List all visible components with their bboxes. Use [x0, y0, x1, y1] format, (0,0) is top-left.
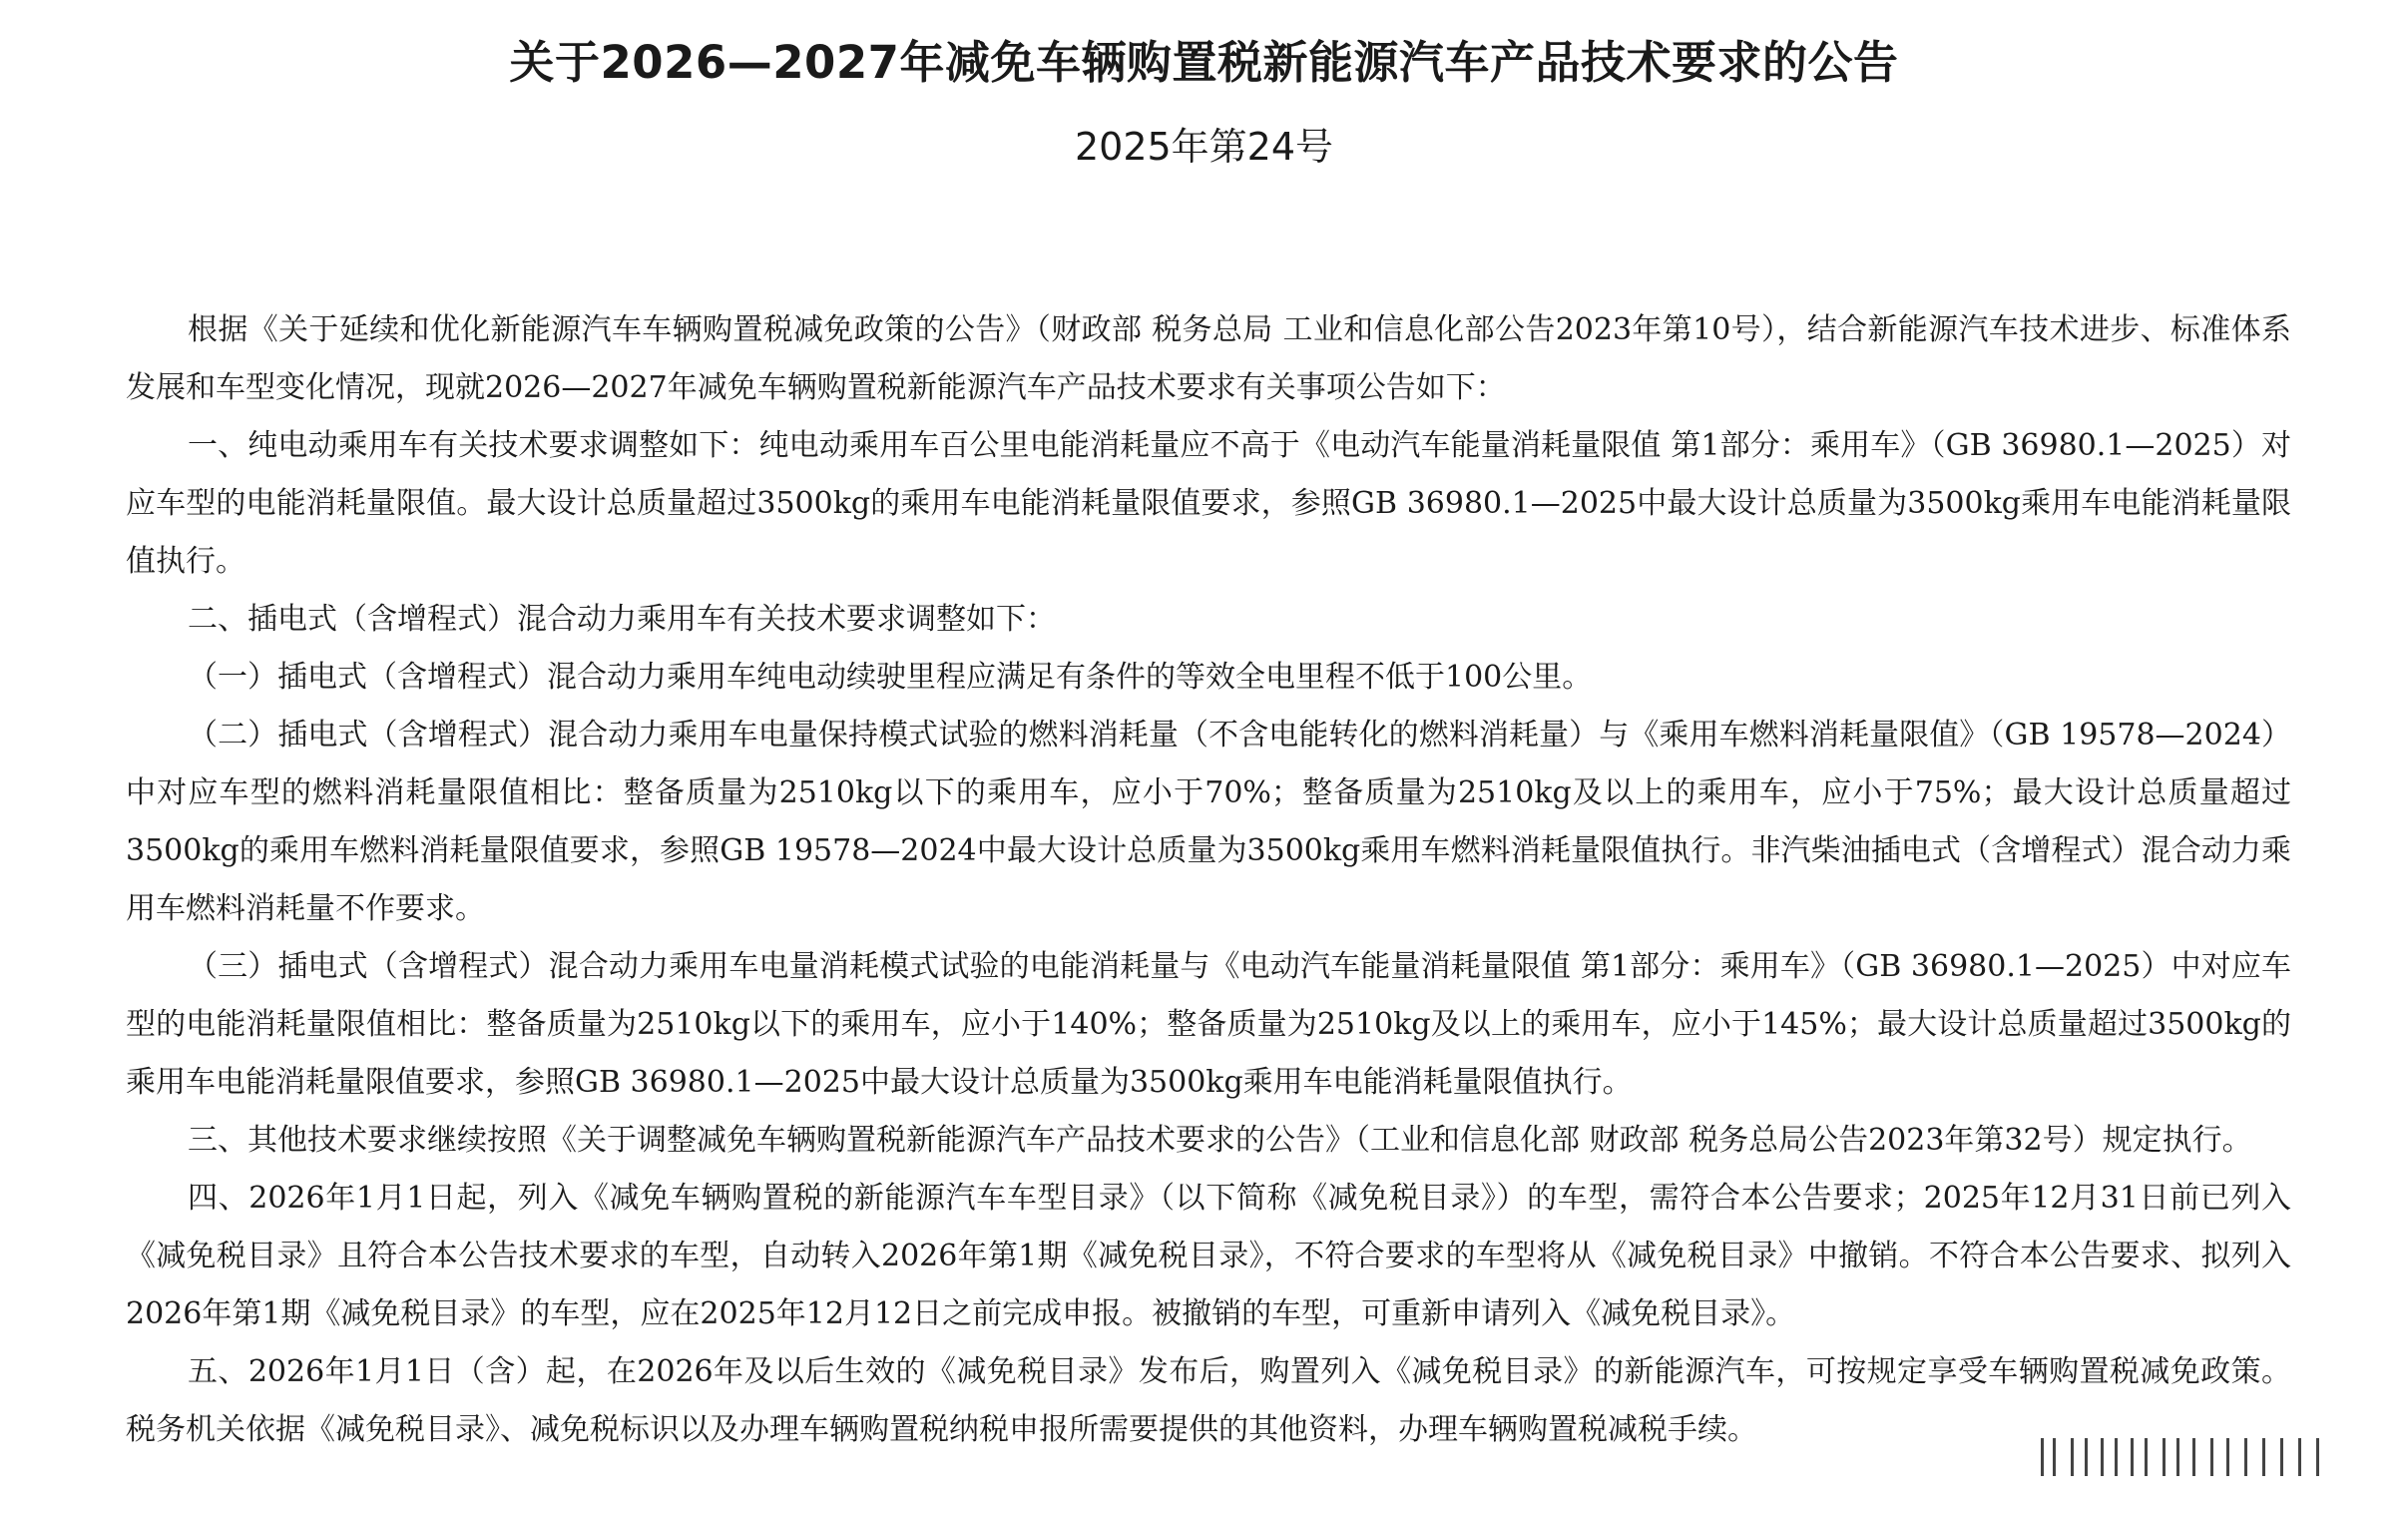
paragraph-4: 四、2026年1月1日起，列入《减免车辆购置税的新能源汽车车型目录》（以下简称《减免税目录》）的车型，需符合本公告要求；2025年12月31日前已列入《减免税目录》且符合本公告技术要求的车型，自动转入2026年第1期《减免税目录》，不符合要求的车型将从《减免税目录》中撤销。不符合本公告要求、拟列入2026年第1期《减免税目录》的车型，应在2025年12月12日之前完成申报。被撤销的车型，可重新申请列入《减免税目录》。: [126, 1181, 2291, 1331]
paragraph-3: 三、其他技术要求继续按照《关于调整减免车辆购置税新能源汽车产品技术要求的公告》（工业和信息化部 财政部 税务总局公告2023年第32号）规定执行。: [188, 1123, 2252, 1158]
paragraph-2: 二、插电式（含增程式）混合动力乘用车有关技术要求调整如下：: [188, 602, 1056, 637]
document-number: 2025年第24号: [1074, 125, 1334, 169]
document-title: 关于2026—2027年减免车辆购置税新能源汽车产品技术要求的公告: [509, 36, 1899, 89]
paragraph-2-3: （三）插电式（含增程式）混合动力乘用车电量消耗模式试验的电能消耗量与《电动汽车能量消耗量限值 第1部分：乘用车》（GB 36980.1—2025）中对应车型的电能消耗量限值相比：整备质量为2510kg以下的乘用车，应小于140%；整备质量为2510kg及以上的乘用车，应小于145%；最大设计总质量超过3500kg的乘用车电能消耗量限值要求，参照GB 36980.1—2025中最大设计总质量为3500kg乘用车电能消耗量限值执行。: [126, 949, 2291, 1100]
barcode-watermark-icon: [2041, 1432, 2340, 1482]
paragraph-1: 一、纯电动乘用车有关技术要求调整如下：纯电动乘用车百公里电能消耗量应不高于《电动汽车能量消耗量限值 第1部分：乘用车》（GB 36980.1—2025）对应车型的电能消耗量限值。最大设计总质量超过3500kg的乘用车电能消耗量限值要求，参照GB 36980.1—2025中最大设计总质量为3500kg乘用车电能消耗量限值执行。: [126, 428, 2291, 579]
paragraph-2-2: （二）插电式（含增程式）混合动力乘用车电量保持模式试验的燃料消耗量（不含电能转化的燃料消耗量）与《乘用车燃料消耗量限值》（GB 19578—2024）中对应车型的燃料消耗量限值相比：整备质量为2510kg以下的乘用车，应小于70%；整备质量为2510kg及以上的乘用车，应小于75%；最大设计总质量超过3500kg的乘用车燃料消耗量限值要求，参照GB 19578—2024中最大设计总质量为3500kg乘用车燃料消耗量限值执行。非汽柴油插电式（含增程式）混合动力乘用车燃料消耗量不作要求。: [126, 718, 2291, 926]
watermark-overlay: [1991, 1407, 2390, 1507]
document-body: [126, 301, 2291, 1459]
paragraph-intro: 根据《关于延续和优化新能源汽车车辆购置税减免政策的公告》（财政部 税务总局 工业和信息化部公告2023年第10号），结合新能源汽车技术进步、标准体系发展和车型变化情况，现就2026—2027年减免车辆购置税新能源汽车产品技术要求有关事项公告如下：: [126, 312, 2291, 405]
paragraph-5: 五、2026年1月1日（含）起，在2026年及以后生效的《减免税目录》发布后，购置列入《减免税目录》的新能源汽车，可按规定享受车辆购置税减免政策。税务机关依据《减免税目录》、减免税标识以及办理车辆购置税纳税申报所需要提供的其他资料，办理车辆购置税减税手续。: [126, 1354, 2291, 1447]
paragraph-2-1: （一）插电式（含增程式）混合动力乘用车纯电动续驶里程应满足有条件的等效全电里程不低于100公里。: [188, 660, 1593, 695]
